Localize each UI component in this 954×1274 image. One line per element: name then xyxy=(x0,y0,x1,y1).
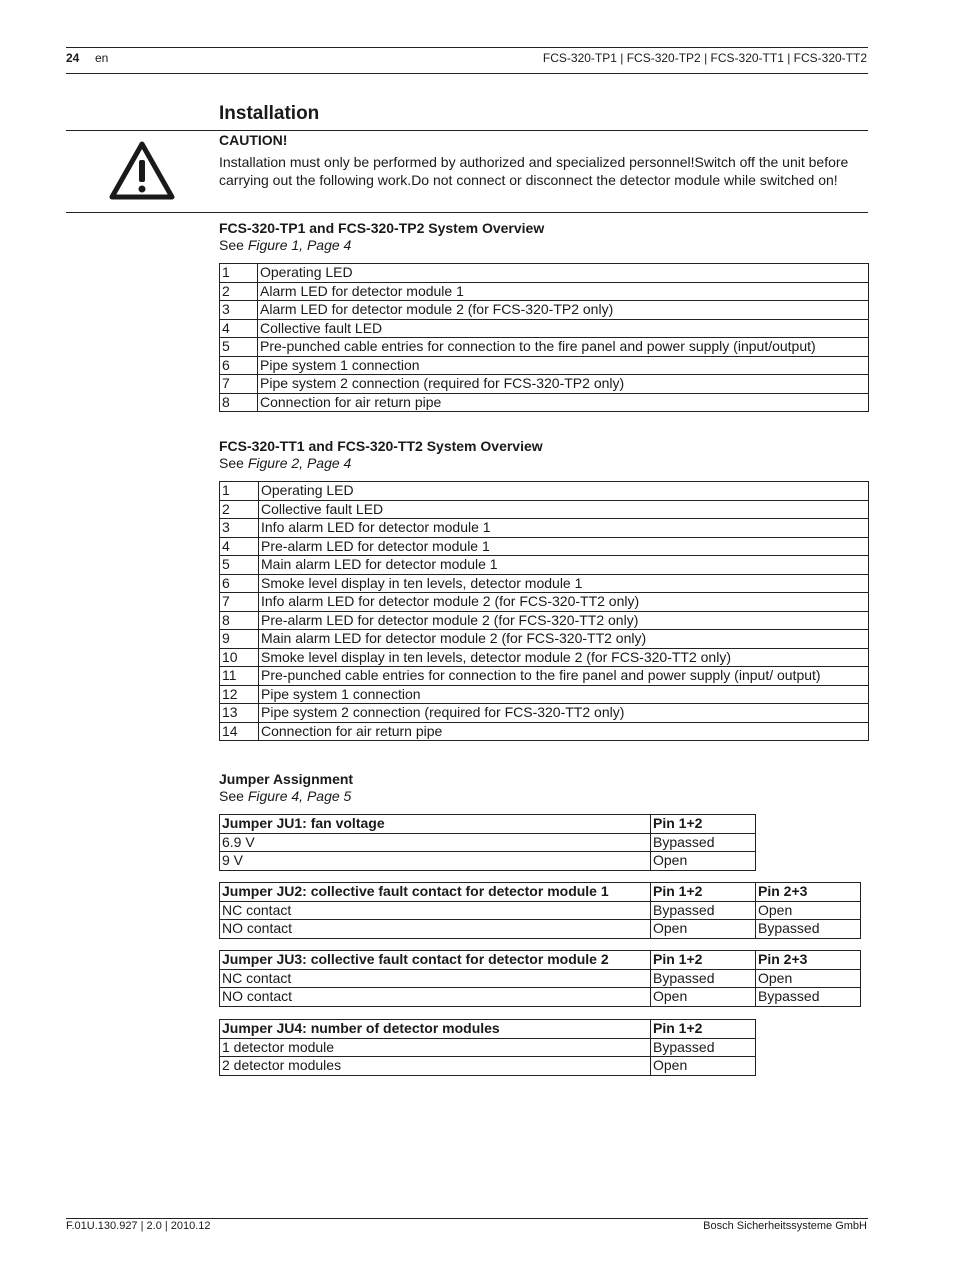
table-cell: Bypassed xyxy=(651,901,756,920)
tt-figure-link[interactable]: Figure 2, Page 4 xyxy=(247,455,352,471)
item-number: 5 xyxy=(220,338,258,357)
item-description: Pipe system 2 connection (required for FCS-320-TP2 only) xyxy=(258,375,869,394)
item-number: 5 xyxy=(220,556,259,575)
item-description: Smoke level display in ten levels, detector module 2 (for FCS-320-TT2 only) xyxy=(259,648,869,667)
footer-company: Bosch Sicherheitssysteme GmbH xyxy=(703,1220,867,1232)
table-row xyxy=(220,988,861,1007)
table-cell: Open xyxy=(651,988,756,1007)
table-cell: Open xyxy=(756,969,861,988)
table-row xyxy=(220,393,869,412)
table-cell: Bypassed xyxy=(651,969,756,988)
item-number: 3 xyxy=(220,301,258,320)
item-description: Pre-punched cable entries for connection to the fire panel and power supply (input/ output) xyxy=(259,667,869,686)
ju4-table xyxy=(219,1019,756,1076)
item-number: 1 xyxy=(220,482,259,501)
tp-overview-table xyxy=(219,263,869,412)
column-header: Pin 1+2 xyxy=(651,883,756,902)
table-row xyxy=(220,264,869,283)
table-row xyxy=(220,852,756,871)
table-cell: NC contact xyxy=(220,901,651,920)
jumper-figure-link[interactable]: Figure 4, Page 5 xyxy=(247,788,352,804)
table-cell: 1 detector module xyxy=(220,1038,651,1057)
item-number: 13 xyxy=(220,704,259,723)
header-top-rule xyxy=(66,47,868,48)
tp-overview-heading: FCS-320-TP1 and FCS-320-TP2 System Overview xyxy=(219,220,545,236)
item-description: Pre-punched cable entries for connection to the fire panel and power supply (input/output) xyxy=(258,338,869,357)
table-row xyxy=(220,338,869,357)
item-number: 12 xyxy=(220,685,259,704)
column-header: Pin 1+2 xyxy=(651,1020,756,1039)
table-row xyxy=(220,630,869,649)
table-cell: Open xyxy=(651,852,756,871)
item-number: 6 xyxy=(220,574,259,593)
table-row xyxy=(220,500,869,519)
jumper-heading: Jumper Assignment xyxy=(219,771,354,787)
table-row xyxy=(220,611,869,630)
item-number: 3 xyxy=(220,519,259,538)
item-description: Collective fault LED xyxy=(258,319,869,338)
table-row xyxy=(220,537,869,556)
table-row xyxy=(220,969,861,988)
item-description: Pre-alarm LED for detector module 2 (for FCS-320-TT2 only) xyxy=(259,611,869,630)
table-cell: NC contact xyxy=(220,969,651,988)
table-row xyxy=(220,593,869,612)
item-description: Connection for air return pipe xyxy=(258,393,869,412)
item-number: 14 xyxy=(220,722,259,741)
column-header: Jumper JU2: collective fault contact for detector module 1 xyxy=(220,883,651,902)
table-row xyxy=(220,901,861,920)
item-description: Collective fault LED xyxy=(259,500,869,519)
table-row xyxy=(220,704,869,723)
item-description: Alarm LED for detector module 1 xyxy=(258,282,869,301)
tt-overview-heading: FCS-320-TT1 and FCS-320-TT2 System Overview xyxy=(219,438,543,454)
footer-rule xyxy=(66,1218,868,1219)
table-cell: Bypassed xyxy=(651,833,756,852)
item-description: Smoke level display in ten levels, detector module 1 xyxy=(259,574,869,593)
table-row xyxy=(220,301,869,320)
item-description: Main alarm LED for detector module 1 xyxy=(259,556,869,575)
item-description: Pre-alarm LED for detector module 1 xyxy=(259,537,869,556)
table-cell: Open xyxy=(651,920,756,939)
table-row xyxy=(220,356,869,375)
column-header: Pin 2+3 xyxy=(756,951,861,970)
table-cell: Open xyxy=(651,1057,756,1076)
item-number: 2 xyxy=(220,500,259,519)
item-number: 6 xyxy=(220,356,258,375)
caution-bottom-rule xyxy=(66,212,868,213)
table-row xyxy=(220,667,869,686)
header-bottom-rule xyxy=(66,73,868,74)
table-header-row xyxy=(220,815,756,834)
table-row xyxy=(220,920,861,939)
table-row xyxy=(220,282,869,301)
table-cell: NO contact xyxy=(220,988,651,1007)
table-row xyxy=(220,685,869,704)
table-header-row xyxy=(220,951,861,970)
item-number: 4 xyxy=(220,319,258,338)
table-cell: 9 V xyxy=(220,852,651,871)
item-number: 10 xyxy=(220,648,259,667)
caution-top-rule xyxy=(66,130,868,131)
table-row xyxy=(220,519,869,538)
table-row xyxy=(220,1057,756,1076)
page-number: 24 xyxy=(66,51,80,65)
jumper-see-reference: See Figure 4, Page 5 xyxy=(219,788,352,804)
table-row xyxy=(220,556,869,575)
caution-label: CAUTION! xyxy=(219,132,288,148)
item-number: 9 xyxy=(220,630,259,649)
table-header-row xyxy=(220,883,861,902)
table-row xyxy=(220,375,869,394)
item-description: Operating LED xyxy=(259,482,869,501)
column-header: Jumper JU4: number of detector modules xyxy=(220,1020,651,1039)
item-description: Pipe system 1 connection xyxy=(259,685,869,704)
column-header: Jumper JU3: collective fault contact for detector module 2 xyxy=(220,951,651,970)
table-row xyxy=(220,722,869,741)
tt-overview-table xyxy=(219,481,869,741)
item-description: Info alarm LED for detector module 2 (for FCS-320-TT2 only) xyxy=(259,593,869,612)
item-description: Pipe system 1 connection xyxy=(258,356,869,375)
item-description: Pipe system 2 connection (required for FCS-320-TT2 only) xyxy=(259,704,869,723)
item-description: Alarm LED for detector module 2 (for FCS-320-TP2 only) xyxy=(258,301,869,320)
column-header: Pin 2+3 xyxy=(756,883,861,902)
table-row xyxy=(220,1038,756,1057)
language-code: en xyxy=(95,51,109,65)
table-cell: 2 detector modules xyxy=(220,1057,651,1076)
tp-see-reference: See Figure 1, Page 4 xyxy=(219,237,352,253)
table-cell: NO contact xyxy=(220,920,651,939)
warning-triangle-icon xyxy=(108,140,176,202)
table-cell: 6.9 V xyxy=(220,833,651,852)
item-number: 1 xyxy=(220,264,258,283)
table-cell: Open xyxy=(756,901,861,920)
table-row xyxy=(220,574,869,593)
ju2-table xyxy=(219,882,861,939)
tt-see-reference: See Figure 2, Page 4 xyxy=(219,455,352,471)
column-header: Pin 1+2 xyxy=(651,951,756,970)
table-cell: Bypassed xyxy=(756,988,861,1007)
section-title: Installation xyxy=(219,103,320,124)
item-number: 2 xyxy=(220,282,258,301)
table-row xyxy=(220,833,756,852)
item-number: 7 xyxy=(220,593,259,612)
item-number: 7 xyxy=(220,375,258,394)
column-header: Jumper JU1: fan voltage xyxy=(220,815,651,834)
table-header-row xyxy=(220,1020,756,1039)
table-cell: Bypassed xyxy=(756,920,861,939)
item-description: Main alarm LED for detector module 2 (for FCS-320-TT2 only) xyxy=(259,630,869,649)
item-number: 4 xyxy=(220,537,259,556)
ju3-table xyxy=(219,950,861,1007)
item-description: Connection for air return pipe xyxy=(259,722,869,741)
table-row xyxy=(220,648,869,667)
item-description: Info alarm LED for detector module 1 xyxy=(259,519,869,538)
item-number: 8 xyxy=(220,611,259,630)
item-description: Operating LED xyxy=(258,264,869,283)
caution-text: Installation must only be performed by authorized and specialized personnel!Switch off the unit before carrying out the following work.Do not connect or disconnect the detector module while switched on! xyxy=(219,154,849,188)
tp-figure-link[interactable]: Figure 1, Page 4 xyxy=(247,237,352,253)
footer-doc-id: F.01U.130.927 | 2.0 | 2010.12 xyxy=(66,1220,211,1232)
ju1-table xyxy=(219,814,756,871)
item-number: 11 xyxy=(220,667,259,686)
item-number: 8 xyxy=(220,393,258,412)
table-row xyxy=(220,482,869,501)
table-row xyxy=(220,319,869,338)
table-cell: Bypassed xyxy=(651,1038,756,1057)
column-header: Pin 1+2 xyxy=(651,815,756,834)
product-header: FCS-320-TP1 | FCS-320-TP2 | FCS-320-TT1 | FCS-320-TT2 xyxy=(542,51,867,65)
